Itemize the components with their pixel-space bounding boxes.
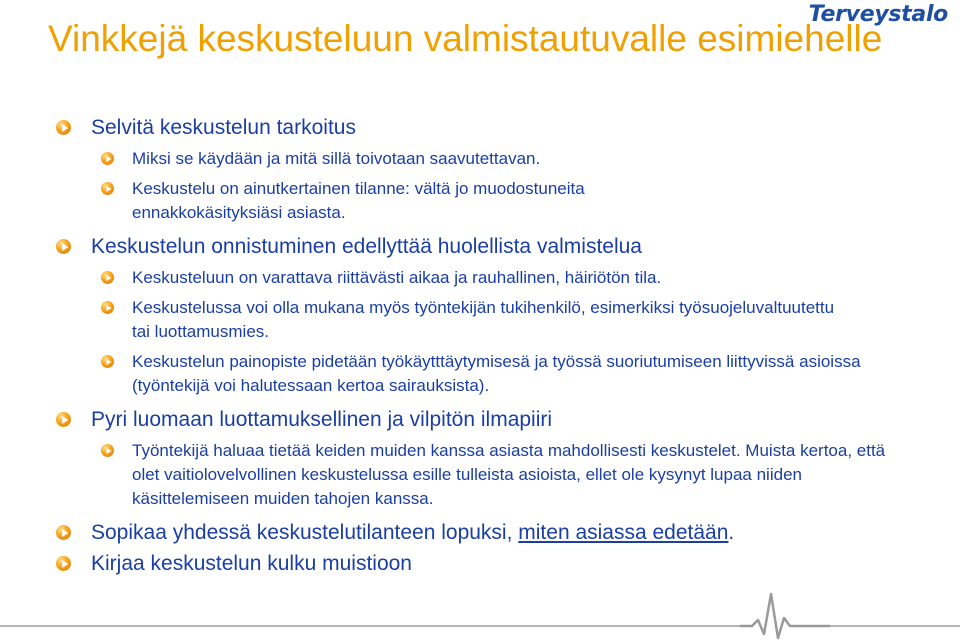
sub-bullet-text: Miksi se käydään ja mitä sillä toivotaan saavutettavan.: [132, 149, 541, 168]
orange-arrow-bullet-icon: [56, 120, 71, 135]
orange-arrow-bullet-icon: [56, 556, 71, 571]
bullet-text-underlined: miten asiassa edetään: [518, 521, 729, 544]
orange-arrow-bullet-icon: [101, 152, 114, 165]
slide-content: [56, 114, 936, 577]
sub-bullet-text: Keskustelun painopiste pidetään työkäytttäytymisesä ja työssä suoriutumiseen liittyvissä asioissa (työntekijä voi halutessaan kertoa sairauksista).: [132, 352, 861, 395]
sub-bullet-text: Keskusteluun on varattava riittävästi aikaa ja rauhallinen, häiriötön tila.: [132, 268, 662, 287]
sub-bullet-text: Työntekijä haluaa tietää keiden muiden kanssa asiasta mahdollisesti keskustelet. Muista kertoa, että olet vaitiolovelvollinen keskustelussa esille tulleista asioista, ellet ole kysynyt lupaa niiden käsittelemiseen muiden tahojen kanssa.: [132, 441, 886, 508]
bullet-text-post: .: [728, 521, 735, 544]
orange-arrow-bullet-icon: [56, 412, 71, 427]
bullet-text-pre: Sopikaa yhdessä keskustelutilanteen lopuksi,: [91, 521, 519, 544]
sub-bullet-item: [101, 147, 936, 171]
sub-bullet-item: [101, 177, 692, 225]
orange-arrow-bullet-icon: [101, 444, 114, 457]
sub-bullet-item: [101, 296, 852, 344]
bullet-item: [56, 550, 936, 577]
bullet-item: [56, 519, 936, 546]
bullet-text: Kirjaa keskustelun kulku muistioon: [91, 552, 412, 575]
sub-bullet-item: [101, 350, 922, 398]
bullet-text: Pyri luomaan luottamuksellinen ja vilpitön ilmapiiri: [91, 408, 553, 431]
bullet-text: Selvitä keskustelun tarkoitus: [91, 116, 356, 139]
orange-arrow-bullet-icon: [101, 182, 114, 195]
footer-divider: [0, 625, 746, 627]
sub-bullet-text: Keskustelussa voi olla mukana myös työntekijän tukihenkilö, esimerkiksi työsuojeluvaltuutettu tai luottamusmies.: [132, 298, 835, 341]
sub-bullet-item: [101, 439, 902, 511]
orange-arrow-bullet-icon: [56, 239, 71, 254]
bullet-text: Keskustelun onnistuminen edellyttää huolellista valmistelua: [91, 235, 642, 258]
orange-arrow-bullet-icon: [101, 355, 114, 368]
bullet-item: [56, 114, 936, 141]
slide-title: Vinkkejä keskusteluun valmistautuvalle esimiehelle: [48, 18, 883, 59]
sub-bullet-item: [101, 266, 936, 290]
orange-arrow-bullet-icon: [101, 271, 114, 284]
terveystalo-logo: Terveystalo: [808, 2, 948, 27]
orange-arrow-bullet-icon: [101, 301, 114, 314]
sub-bullet-text: Keskustelu on ainutkertainen tilanne: vältä jo muodostuneita ennakkokäsityksiäsi asiasta.: [132, 179, 585, 222]
bullet-item: [56, 406, 936, 433]
heartbeat-pulse-icon: [740, 590, 830, 640]
bullet-item: [56, 233, 936, 260]
orange-arrow-bullet-icon: [56, 525, 71, 540]
